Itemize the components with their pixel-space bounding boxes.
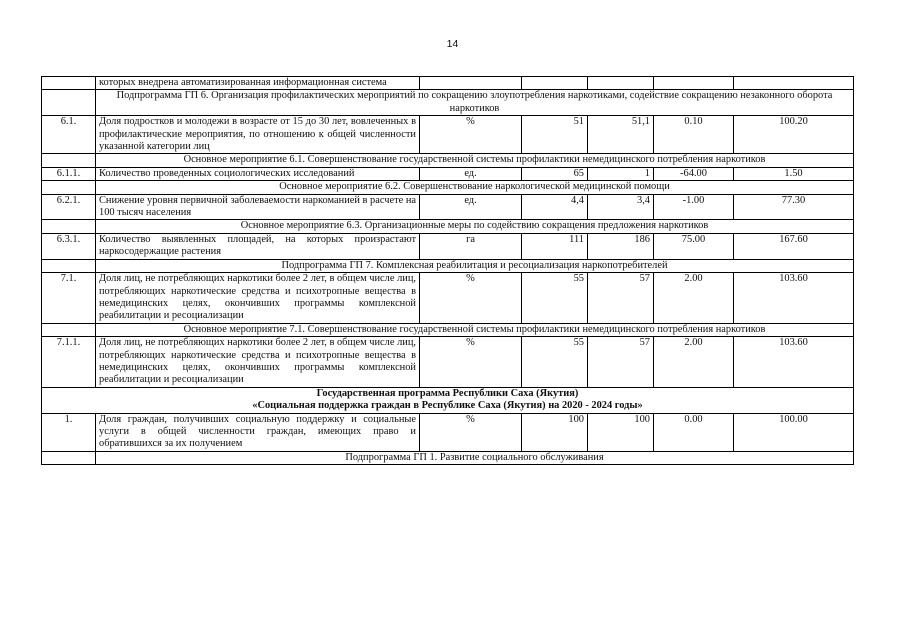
- deviation-value: [654, 77, 734, 90]
- actual-value: 51,1: [588, 116, 654, 154]
- planned-value: 4,4: [522, 194, 588, 220]
- indicator-number: 6.2.1.: [42, 194, 96, 220]
- table-row: [42, 77, 854, 90]
- deviation-value: 0.00: [654, 413, 734, 451]
- actual-value: 186: [588, 233, 654, 259]
- section-title: Подпрограмма ГП 7. Комплексная реабилитация и ресоциализация наркопотребителей: [96, 259, 854, 272]
- actual-value: 57: [588, 337, 654, 388]
- planned-value: 55: [522, 337, 588, 388]
- indicator-description: Количество проведенных социологических исследований: [96, 167, 420, 180]
- deviation-value: -64.00: [654, 167, 734, 180]
- indicator-description: Доля граждан, получивших социальную поддержку и социальные услуги в общей численности граждан, имеющих право и обратившихся за их получением: [96, 413, 420, 451]
- empty-cell: [42, 90, 96, 116]
- completion-percent: [734, 77, 854, 90]
- program-title: [42, 387, 854, 413]
- unit-of-measure: %: [420, 413, 522, 451]
- deviation-value: 2.00: [654, 337, 734, 388]
- section-title: Основное мероприятие 6.3. Организационные меры по содействию сокращения предложения наркотиков: [96, 220, 854, 233]
- program-header-row: [42, 387, 854, 413]
- indicator-number: [42, 77, 96, 90]
- indicator-description: Доля подростков и молодежи в возрасте от 15 до 30 лет, вовлеченных в профилактические мероприятия, по отношению к общей численности указанной категории лиц: [96, 116, 420, 154]
- deviation-value: 0.10: [654, 116, 734, 154]
- completion-percent: 1.50: [734, 167, 854, 180]
- actual-value: 1: [588, 167, 654, 180]
- planned-value: 65: [522, 167, 588, 180]
- section-header-row: [42, 90, 854, 116]
- program-title-line-2: «Социальная поддержка граждан в Республике Саха (Якутия) на 2020 - 2024 годы»: [252, 400, 643, 412]
- unit-of-measure: %: [420, 273, 522, 324]
- indicator-number: 7.1.1.: [42, 337, 96, 388]
- completion-percent: 77.30: [734, 194, 854, 220]
- table-row: [42, 194, 854, 220]
- empty-cell: [42, 259, 96, 272]
- deviation-value: 2.00: [654, 273, 734, 324]
- unit-of-measure: %: [420, 337, 522, 388]
- unit-of-measure: %: [420, 116, 522, 154]
- deviation-value: 75.00: [654, 233, 734, 259]
- actual-value: [588, 77, 654, 90]
- section-header-row: [42, 220, 854, 233]
- indicator-description: Количество выявленных площадей, на которых произрастают наркосодержащие растения: [96, 233, 420, 259]
- empty-cell: [42, 451, 96, 464]
- completion-percent: 103.60: [734, 337, 854, 388]
- table-row: [42, 413, 854, 451]
- planned-value: 55: [522, 273, 588, 324]
- table-body: [42, 77, 854, 465]
- actual-value: 57: [588, 273, 654, 324]
- table-row: [42, 273, 854, 324]
- section-header-row: [42, 259, 854, 272]
- section-header-row: [42, 451, 854, 464]
- completion-percent: 167.60: [734, 233, 854, 259]
- unit-of-measure: ед.: [420, 167, 522, 180]
- empty-cell: [42, 154, 96, 167]
- planned-value: 51: [522, 116, 588, 154]
- table-row: [42, 167, 854, 180]
- unit-of-measure: [420, 77, 522, 90]
- indicator-description: Снижение уровня первичной заболеваемости наркоманией в расчете на 100 тысяч населения: [96, 194, 420, 220]
- indicator-description: которых внедрена автоматизированная информационная система: [96, 77, 420, 90]
- planned-value: 111: [522, 233, 588, 259]
- empty-cell: [42, 323, 96, 336]
- program-title-line-1: Государственная программа Республики Саха (Якутия): [316, 387, 579, 399]
- page-number: 14: [446, 38, 459, 50]
- actual-value: 100: [588, 413, 654, 451]
- indicator-number: 6.1.1.: [42, 167, 96, 180]
- section-title: Подпрограмма ГП 6. Организация профилактических мероприятий по сокращению злоупотребления наркотиками, содействие сокращению незаконного оборота наркотиков: [96, 90, 854, 116]
- indicator-number: 6.3.1.: [42, 233, 96, 259]
- section-title: Основное мероприятие 6.1. Совершенствование государственной системы профилактики немедицинского потребления наркотиков: [96, 154, 854, 167]
- completion-percent: 103.60: [734, 273, 854, 324]
- table-row: [42, 116, 854, 154]
- completion-percent: 100.20: [734, 116, 854, 154]
- empty-cell: [42, 181, 96, 194]
- section-title: Основное мероприятие 6.2. Совершенствование наркологической медицинской помощи: [96, 181, 854, 194]
- planned-value: 100: [522, 413, 588, 451]
- indicator-description: Доля лиц, не потребляющих наркотики более 2 лет, в общем числе лиц, потребляющих наркотические средства и психотропные вещества в немедицинских целях, окончивших программы комплексной реабилитации и ресоциализации: [96, 337, 420, 388]
- section-title: Основное мероприятие 7.1. Совершенствование государственной системы профилактики немедицинского потребления наркотиков: [96, 323, 854, 336]
- empty-cell: [42, 220, 96, 233]
- section-header-row: [42, 323, 854, 336]
- section-header-row: [42, 181, 854, 194]
- table-row: [42, 233, 854, 259]
- unit-of-measure: га: [420, 233, 522, 259]
- section-title: Подпрограмма ГП 1. Развитие социального обслуживания: [96, 451, 854, 464]
- indicator-number: 6.1.: [42, 116, 96, 154]
- unit-of-measure: ед.: [420, 194, 522, 220]
- section-header-row: [42, 154, 854, 167]
- actual-value: 3,4: [588, 194, 654, 220]
- indicator-number: 1.: [42, 413, 96, 451]
- planned-value: [522, 77, 588, 90]
- indicators-table: [41, 76, 854, 465]
- indicator-number: 7.1.: [42, 273, 96, 324]
- indicator-description: Доля лиц, не потребляющих наркотики более 2 лет, в общем числе лиц, потребляющих наркотические средства и психотропные вещества в немедицинских целях, окончивших программы комплексной реабилитации и ресоциализации: [96, 273, 420, 324]
- table-row: [42, 337, 854, 388]
- deviation-value: -1.00: [654, 194, 734, 220]
- completion-percent: 100.00: [734, 413, 854, 451]
